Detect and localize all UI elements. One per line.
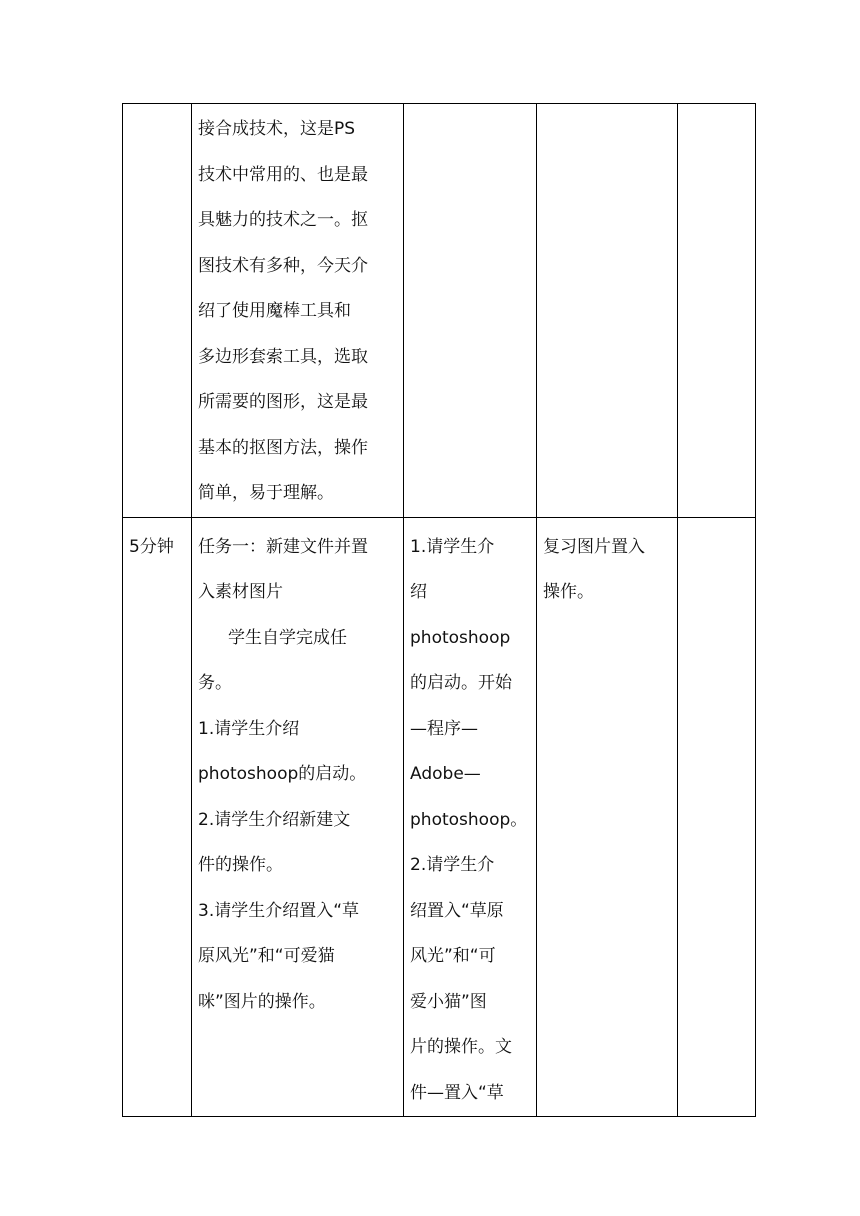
text-line: 绍 [410,582,427,602]
text-line: 1.请学生介绍 [198,718,300,739]
text-line: 任务一：新建文件并置 [198,536,368,557]
text-line: 所需要的图形，这是最 [198,392,368,412]
teacher-activity-cell [404,104,537,518]
text-line: 3.请学生介绍置入“草 [198,900,360,921]
text-line: 绍置入“草原 [410,900,504,921]
content-cell [192,517,404,1117]
text-line: 片的操作。文 [410,1037,512,1057]
text-line: 的启动。开始 [410,673,512,693]
lesson-plan-table [122,103,756,1117]
text-line: 件的操作。 [198,855,283,875]
student-activity-cell [537,517,678,1117]
text-line: 1.请学生介 [410,536,495,557]
text-line: 绍了使用魔棒工具和 [198,301,351,321]
text-line: 咪”图片的操作。 [198,991,326,1012]
text-line: 复习图片置入 [543,536,645,557]
text-line: 图技术有多种，今天介 [198,255,368,276]
text-line: 件—置入“草 [410,1082,504,1103]
text-line: 简单，易于理解。 [198,483,334,503]
text-line: 技术中常用的、也是最 [198,164,368,185]
text-line: 爱小猫”图 [410,991,487,1012]
text-line: photoshoop [410,627,511,648]
text-line: 操作。 [543,582,594,602]
text-line: 接合成技术，这是PS [198,119,356,139]
text-line: 2.请学生介绍新建文 [198,809,351,830]
teacher-activity-cell [404,517,537,1117]
content-cell [192,104,404,518]
time-text: 5分钟 [129,536,174,557]
table-row [123,104,756,518]
notes-cell [678,104,756,518]
text-line: 务。 [198,673,232,693]
text-line: 2.请学生介 [410,855,495,875]
notes-cell [678,517,756,1117]
text-line: 多边形套索工具，选取 [198,346,368,367]
text-line: photoshoop的启动。 [198,764,367,784]
table-row [123,517,756,1117]
text-line: 基本的抠图方法，操作 [198,437,368,458]
time-cell [123,517,192,1117]
text-line: photoshoop。 [410,809,528,830]
text-line: —程序— [410,718,478,739]
time-cell [123,104,192,518]
text-line: 具魅力的技术之一。抠 [198,210,368,230]
text-line: 原风光”和“可爱猫 [198,946,335,966]
student-activity-cell [537,104,678,518]
text-line: Adobe— [410,764,481,784]
text-line: 风光”和“可 [410,946,496,966]
text-line: 入素材图片 [198,582,283,602]
text-line: 学生自学完成任 [228,627,347,648]
